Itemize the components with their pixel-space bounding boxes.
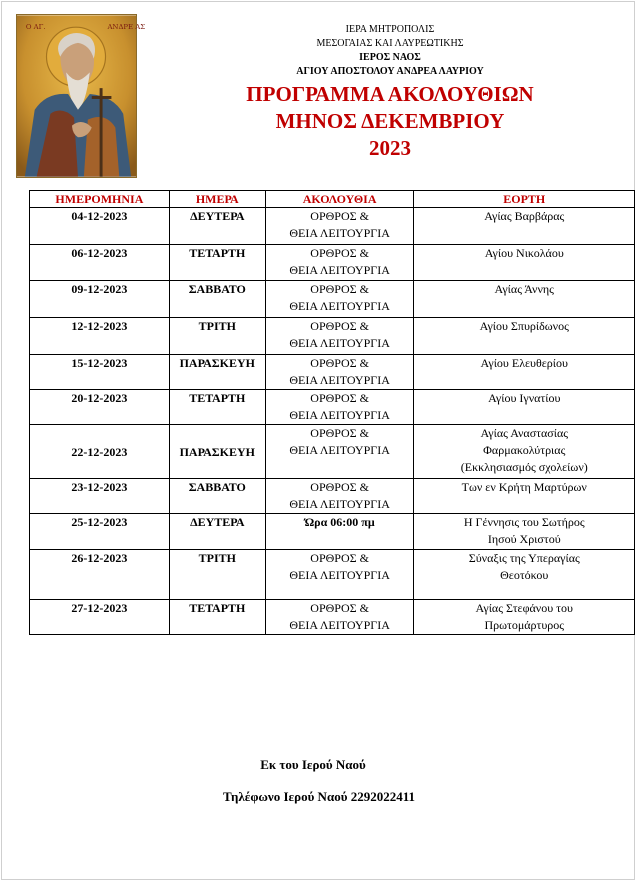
feast-cell — [414, 318, 635, 355]
service-cell — [265, 600, 414, 635]
service-line: ΘΕΙΑ ΛΕΙΤΟΥΡΓΙΑ — [289, 336, 390, 350]
icon-inscription-left: Ο ΑΓ. — [25, 23, 46, 32]
date-cell — [30, 425, 170, 479]
service-line: Ώρα 06:00 πμ — [304, 515, 375, 529]
date-cell: 12-12-2023 — [30, 318, 170, 355]
table-header-row — [30, 191, 635, 208]
date-cell: 27-12-2023 — [30, 600, 170, 635]
header-feast: ΕΟΡΤΗ — [414, 191, 635, 208]
feast-cell — [414, 425, 635, 479]
table-row — [30, 390, 635, 425]
service-line: ΘΕΙΑ ΛΕΙΤΟΥΡΓΙΑ — [289, 263, 390, 277]
service-line: ΟΡΘΡΟΣ & — [310, 391, 369, 405]
service-cell — [265, 208, 414, 245]
table-row — [30, 479, 635, 514]
feast-cell — [414, 390, 635, 425]
service-line: ΟΡΘΡΟΣ & — [310, 551, 369, 565]
date-cell: 04-12-2023 — [30, 208, 170, 245]
service-line: ΟΡΘΡΟΣ & — [310, 319, 369, 333]
table-row — [30, 245, 635, 281]
feast-line: Αγίας Άννης — [494, 282, 554, 296]
date-text: 22-12-2023 — [71, 445, 128, 459]
header-service: ΑΚΟΛΟΥΘΙΑ — [265, 191, 414, 208]
feast-line: Σύναξις της Υπεραγίας — [468, 551, 580, 565]
feast-line: Ιησού Χριστού — [487, 532, 561, 546]
feast-cell — [414, 550, 635, 600]
service-line: ΟΡΘΡΟΣ & — [310, 480, 369, 494]
feast-line: Αγίας Στεφάνου του — [475, 601, 573, 615]
services-table — [29, 190, 635, 635]
service-cell — [265, 245, 414, 281]
year-title: 2023 — [369, 136, 411, 160]
date-cell: 20-12-2023 — [30, 390, 170, 425]
date-cell: 15-12-2023 — [30, 355, 170, 390]
table-row — [30, 514, 635, 550]
feast-cell — [414, 514, 635, 550]
service-cell — [265, 318, 414, 355]
day-cell: ΤΕΤΑΡΤΗ — [169, 600, 265, 635]
service-cell — [265, 514, 414, 550]
feast-cell — [414, 245, 635, 281]
feast-cell — [414, 355, 635, 390]
feast-line: Αγίου Νικολάου — [484, 246, 564, 260]
service-cell — [265, 281, 414, 318]
header — [150, 0, 630, 162]
feast-line: Αγίου Ελευθερίου — [480, 356, 568, 370]
service-line: ΟΡΘΡΟΣ & — [310, 282, 369, 296]
service-line: ΘΕΙΑ ΛΕΙΤΟΥΡΓΙΑ — [289, 299, 390, 313]
service-line: ΘΕΙΑ ΛΕΙΤΟΥΡΓΙΑ — [289, 408, 390, 422]
table-row — [30, 281, 635, 318]
service-line: ΘΕΙΑ ΛΕΙΤΟΥΡΓΙΑ — [289, 443, 390, 457]
table-row — [30, 425, 635, 479]
day-cell: ΤΡΙΤΗ — [169, 550, 265, 600]
month-title: ΜΗΝΟΣ ΔΕΚΕΜΒΡΙΟΥ — [275, 109, 505, 133]
schedule-title: ΠΡΟΓΡΑΜΜΑ ΑΚΟΛΟΥΘΙΩΝ — [246, 82, 534, 106]
service-line: ΟΡΘΡΟΣ & — [310, 426, 369, 440]
service-cell — [265, 550, 414, 600]
day-text: ΠΑΡΑΣΚΕΥΗ — [179, 445, 255, 459]
service-cell — [265, 479, 414, 514]
feast-line: Θεοτόκου — [500, 568, 549, 582]
table-row — [30, 208, 635, 245]
feast-line: Αγίου Σπυρίδωνος — [479, 319, 569, 333]
temple-type-label: ΙΕΡΟΣ ΝΑΟΣ — [359, 52, 421, 63]
date-cell — [30, 245, 170, 281]
metropolis-label: ΙΕΡΑ ΜΗΤΡΟΠΟΛΙΣ — [345, 24, 435, 35]
service-line: ΘΕΙΑ ΛΕΙΤΟΥΡΓΙΑ — [289, 618, 390, 632]
feast-cell — [414, 600, 635, 635]
service-line: ΘΕΙΑ ΛΕΙΤΟΥΡΓΙΑ — [289, 568, 390, 582]
table-row — [30, 318, 635, 355]
date-cell: 23-12-2023 — [30, 479, 170, 514]
service-line: ΘΕΙΑ ΛΕΙΤΟΥΡΓΙΑ — [289, 497, 390, 511]
day-cell: ΠΑΡΑΣΚΕΥΗ — [169, 355, 265, 390]
table-row — [30, 355, 635, 390]
service-cell — [265, 425, 414, 479]
footer-phone: Τηλέφωνο Ιερού Ναού 2292022411 — [223, 789, 415, 804]
date-cell: 09-12-2023 — [30, 281, 170, 318]
region-label: ΜΕΣΟΓΑΙΑΣ ΚΑΙ ΛΑΥΡΕΩΤΙΚΗΣ — [316, 38, 464, 49]
table-row — [30, 600, 635, 635]
saint-andrew-icon — [16, 14, 146, 178]
day-cell: ΔΕΥΤΕΡΑ — [169, 514, 265, 550]
footer-from-temple: Εκ του Ιερού Ναού — [260, 757, 366, 772]
service-line: ΟΡΘΡΟΣ & — [310, 356, 369, 370]
temple-name-label: ΑΓΙΟΥ ΑΠΟΣΤΟΛΟΥ ΑΝΔΡΕΑ ΛΑΥΡΙΟΥ — [296, 66, 484, 77]
table-row — [30, 550, 635, 600]
icon-inscription-right: ΑΝΔΡΕ ΑΣ — [107, 23, 146, 32]
day-cell: ΤΡΙΤΗ — [169, 318, 265, 355]
feast-line: Αγίας Αναστασίας — [480, 426, 569, 440]
service-line: ΘΕΙΑ ΛΕΙΤΟΥΡΓΙΑ — [289, 226, 390, 240]
feast-line: Η Γέννησις του Σωτήρος — [463, 515, 585, 529]
header-day: ΗΜΕΡΑ — [169, 191, 265, 208]
header-date: ΗΜΕΡΟΜΗΝΙΑ — [30, 191, 170, 208]
day-cell: ΔΕΥΤΕΡΑ — [169, 208, 265, 245]
feast-line: (Εκκλησιασμός σχολείων) — [460, 460, 588, 474]
day-cell: ΣΑΒΒΑΤΟ — [169, 281, 265, 318]
day-cell: ΤΕΤΑΡΤΗ — [169, 390, 265, 425]
service-cell — [265, 390, 414, 425]
feast-line: Αγίου Ιγνατίου — [488, 391, 561, 405]
day-cell — [169, 425, 265, 479]
service-line: ΟΡΘΡΟΣ & — [310, 601, 369, 615]
date-cell: 26-12-2023 — [30, 550, 170, 600]
feast-line: Των εν Κρήτη Μαρτύρων — [461, 480, 587, 494]
date-cell: 25-12-2023 — [30, 514, 170, 550]
day-cell: ΣΑΒΒΑΤΟ — [169, 479, 265, 514]
feast-cell — [414, 281, 635, 318]
feast-line: Φαρμακολύτριας — [483, 443, 566, 457]
service-line: ΟΡΘΡΟΣ & — [310, 246, 369, 260]
date-text: 06-12-2023 — [71, 246, 128, 260]
service-line: ΟΡΘΡΟΣ & — [310, 209, 369, 223]
day-cell: ΤΕΤΑΡΤΗ — [169, 245, 265, 281]
feast-line: Αγίας Βαρβάρας — [484, 209, 565, 223]
service-cell — [265, 355, 414, 390]
service-line: ΘΕΙΑ ΛΕΙΤΟΥΡΓΙΑ — [289, 373, 390, 387]
feast-cell — [414, 208, 635, 245]
feast-line: Πρωτομάρτυρος — [484, 618, 565, 632]
feast-cell — [414, 479, 635, 514]
